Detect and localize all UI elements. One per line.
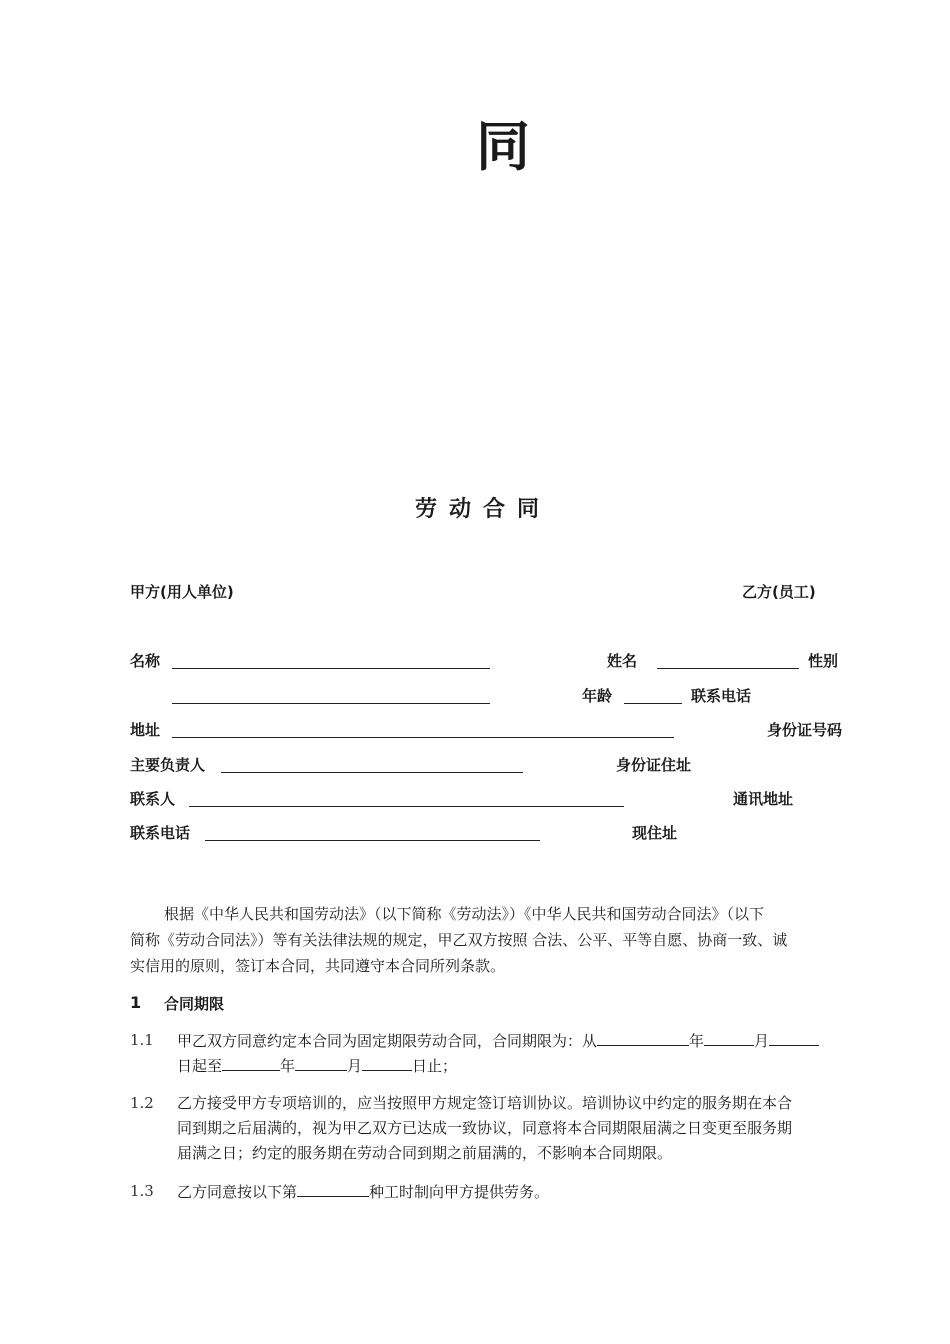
clause-1-2-line-1: 乙方接受甲方专项培训的，应当按照甲方规定签订培训协议。培训协议中约定的服务期在本合 — [177, 1094, 793, 1112]
party-b-current-address-label: 现住址 — [632, 824, 678, 842]
party-b-mail-address-label: 通讯地址 — [733, 790, 794, 808]
clause-1-1-text-2: 日起至 — [177, 1057, 223, 1075]
party-a-name-field-line2[interactable] — [172, 703, 490, 704]
clause-1-1-text: 甲乙双方同意约定本合同为固定期限劳动合同，合同期限为：从 — [177, 1032, 598, 1050]
month-label: 月 — [347, 1057, 363, 1075]
party-b-phone-label: 联系电话 — [691, 687, 752, 705]
preamble-line-2: 简称《劳动合同法》）等有关法律法规的规定，甲乙双方按照 合法、公平、平等自愿、协商一致、诚 — [130, 931, 788, 949]
party-a-address-field[interactable] — [172, 737, 674, 738]
start-year-field[interactable] — [597, 1028, 689, 1046]
clause-1-1-line-1 — [177, 1028, 819, 1054]
party-a-contact-field[interactable] — [189, 806, 624, 807]
clause-number: 1.3 — [130, 1182, 154, 1200]
year-label: 年 — [280, 1057, 296, 1075]
section-1-heading: 合同期限 — [164, 995, 225, 1013]
party-a-name-field[interactable] — [172, 668, 490, 669]
document-title: 劳动合同 — [415, 497, 552, 522]
party-b-age-label: 年龄 — [582, 687, 613, 705]
clause-1-3-text-2: 种工时制向甲方提供劳务。 — [369, 1183, 550, 1201]
party-a-principal-field[interactable] — [221, 772, 523, 773]
party-a-phone-field[interactable] — [205, 840, 540, 841]
start-month-field[interactable] — [704, 1028, 754, 1046]
clause-number: 1.2 — [130, 1094, 154, 1112]
party-a-address-label: 地址 — [130, 721, 161, 739]
start-day-field[interactable] — [769, 1028, 819, 1046]
month-label: 月 — [754, 1032, 770, 1050]
clause-number: 1.1 — [130, 1031, 154, 1049]
end-year-field[interactable] — [222, 1053, 280, 1071]
preamble-line-3: 实信用的原则，签订本合同，共同遵守本合同所列条款。 — [130, 957, 506, 975]
section-1-number: 1 — [130, 993, 142, 1012]
party-a-phone-label: 联系电话 — [130, 824, 191, 842]
party-b-gender-label: 性别 — [808, 652, 839, 670]
year-label: 年 — [689, 1032, 705, 1050]
party-a-principal-label: 主要负责人 — [130, 756, 206, 774]
end-day-field[interactable] — [362, 1053, 412, 1071]
party-b-name-label: 姓名 — [607, 652, 638, 670]
clause-1-2-line-2: 同到期之后届满的，视为甲乙双方已达成一致协议，同意将本合同期限届满之日变更至服务期 — [177, 1119, 793, 1137]
preamble-line-1: 根据《中华人民共和国劳动法》（以下简称《劳动法》）《中华人民共和国劳动合同法》（以下 — [164, 905, 765, 923]
party-b-age-field[interactable] — [624, 703, 682, 704]
clause-1-1-end-text: 日止； — [412, 1057, 458, 1075]
end-month-field[interactable] — [295, 1053, 347, 1071]
clause-1-2-line-3: 届满之日；约定的服务期在劳动合同到期之前届满的，不影响本合同期限。 — [177, 1144, 673, 1162]
party-a-name-label: 名称 — [130, 652, 161, 670]
party-b-id-label: 身份证号码 — [767, 721, 843, 739]
cover-character: 同 — [476, 115, 530, 178]
party-b-heading: 乙方(员工) — [742, 583, 816, 601]
work-hour-type-field[interactable] — [297, 1179, 369, 1197]
clause-1-3-line — [177, 1179, 549, 1205]
clause-1-1-line-2 — [177, 1053, 457, 1079]
party-b-name-field[interactable] — [657, 668, 799, 669]
clause-1-3-text: 乙方同意按以下第 — [177, 1183, 298, 1201]
party-a-contact-label: 联系人 — [130, 790, 176, 808]
party-b-id-address-label: 身份证住址 — [616, 756, 692, 774]
party-a-heading: 甲方(用人单位) — [130, 583, 234, 601]
